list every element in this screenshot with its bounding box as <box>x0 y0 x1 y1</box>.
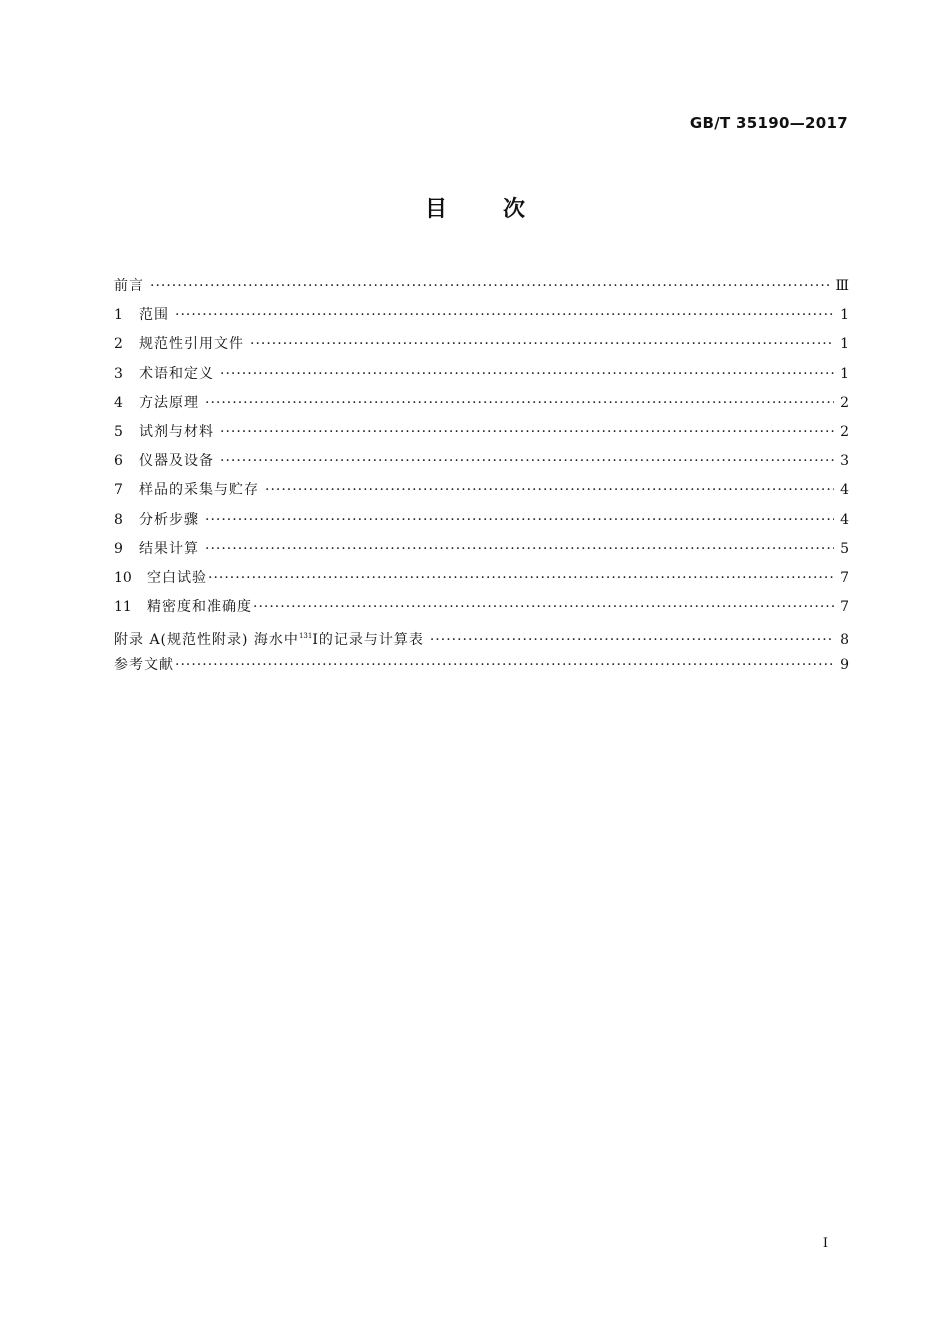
toc-entry-number: 7 <box>114 482 123 499</box>
toc-entry-number: 2 <box>114 336 123 353</box>
footer-page-number: I <box>822 1236 828 1251</box>
toc-entry-page: 4 <box>840 511 849 528</box>
toc-entry-reagents[interactable] <box>114 418 849 447</box>
toc-leader-dots <box>205 535 834 564</box>
toc-entry-number: 8 <box>114 511 123 528</box>
toc-entry-label: 空白试验 <box>147 569 207 586</box>
toc-entry-procedure[interactable] <box>114 506 849 535</box>
toc-entry-label: 方法原理 <box>139 394 199 411</box>
toc-entry-number: 3 <box>114 365 123 382</box>
standard-code: GB/T 35190—2017 <box>689 114 848 132</box>
toc-entry-page: 8 <box>840 632 849 649</box>
toc-entry-label: 仪器及设备 <box>139 453 214 470</box>
toc-entry-sampling[interactable] <box>114 476 849 505</box>
toc-leader-dots <box>205 506 834 535</box>
toc-entry-normative-references[interactable] <box>114 330 849 359</box>
toc-entry-label: 结果计算 <box>139 540 199 557</box>
toc-leader-dots <box>205 389 834 418</box>
toc-entry-label: 精密度和准确度 <box>147 599 252 616</box>
toc-entry-terms[interactable] <box>114 360 849 389</box>
title-char-2: 次 <box>503 197 526 222</box>
toc-entry-label: 前言 <box>114 278 144 294</box>
toc-entry-calculation[interactable] <box>114 535 849 564</box>
toc-entry-label: 范围 <box>139 307 169 324</box>
toc-leader-dots <box>175 651 834 680</box>
isotope-superscript: 131 <box>298 632 313 641</box>
toc-entry-label: 试剂与材料 <box>139 423 214 440</box>
toc-entry-page: 1 <box>840 365 849 382</box>
toc-entry-page: 1 <box>840 307 849 324</box>
toc-entry-page: Ⅲ <box>835 278 849 294</box>
toc-entry-apparatus[interactable] <box>114 447 849 476</box>
toc-leader-dots <box>265 476 834 505</box>
toc-entry-label: 样品的采集与贮存 <box>139 482 259 499</box>
toc-entry-page: 3 <box>840 453 849 470</box>
toc-leader-dots <box>175 301 834 330</box>
page-title <box>0 196 950 224</box>
toc-entry-number: 6 <box>114 453 123 470</box>
toc-entry-page: 9 <box>840 657 849 674</box>
toc-leader-dots <box>250 330 834 359</box>
toc-entry-principle[interactable] <box>114 389 849 418</box>
toc-entry-page: 1 <box>840 336 849 353</box>
toc-entry-number: 10 <box>114 569 132 586</box>
toc-entry-number: 9 <box>114 540 123 557</box>
toc-leader-dots <box>220 418 834 447</box>
annex-label-prefix: 附录 A(规范性附录) 海水中 <box>114 632 299 649</box>
toc-entry-precision[interactable] <box>114 593 849 622</box>
toc-leader-dots <box>220 360 834 389</box>
toc-leader-dots <box>253 593 834 622</box>
toc-entry-page: 7 <box>840 599 849 616</box>
table-of-contents <box>114 272 849 681</box>
toc-entry-page: 2 <box>840 394 849 411</box>
toc-entry-number: 4 <box>114 394 123 411</box>
toc-entry-label: 术语和定义 <box>139 365 214 382</box>
toc-leader-dots <box>220 447 834 476</box>
toc-entry-scope[interactable] <box>114 301 849 330</box>
toc-entry-label: 分析步骤 <box>139 511 199 528</box>
toc-entry-number: 1 <box>114 307 123 324</box>
toc-entry-bibliography[interactable] <box>114 651 849 680</box>
toc-entry-page: 4 <box>840 482 849 499</box>
annex-label-suffix: I的记录与计算表 <box>312 632 424 649</box>
toc-entry-label: 规范性引用文件 <box>139 336 244 353</box>
toc-entry-page: 5 <box>840 540 849 557</box>
toc-entry-label: 参考文献 <box>114 657 174 674</box>
toc-leader-dots <box>208 564 834 593</box>
toc-entry-page: 7 <box>840 569 849 586</box>
toc-entry-page: 2 <box>840 423 849 440</box>
toc-entry-number: 11 <box>114 599 132 616</box>
toc-entry-blank-test[interactable] <box>114 564 849 593</box>
title-char-1: 目 <box>424 197 447 222</box>
toc-entry-preface[interactable] <box>114 272 849 301</box>
toc-entry-number: 5 <box>114 423 123 440</box>
toc-leader-dots <box>150 272 829 301</box>
toc-entry-annex-a[interactable] <box>114 622 849 651</box>
